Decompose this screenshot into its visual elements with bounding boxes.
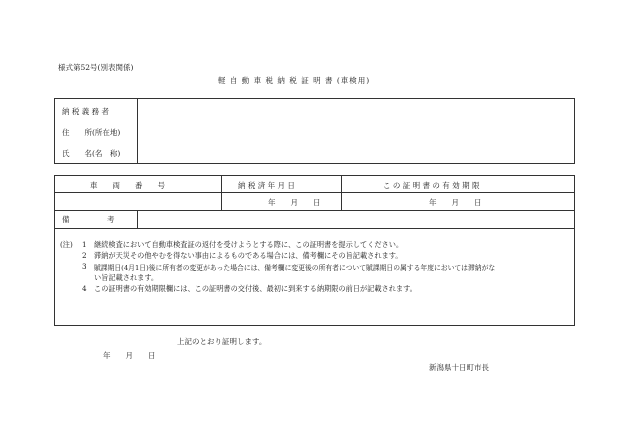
taxpayer-input-area[interactable] — [138, 99, 574, 163]
note-number: 1 — [82, 240, 87, 249]
address-label: 住 所(所在地) — [62, 128, 121, 137]
document-title: 軽 自 動 車 税 納 税 証 明 書 (車検用) — [218, 76, 371, 85]
form-number: 様式第52号(別表関係) — [58, 63, 134, 72]
remarks-field[interactable] — [138, 211, 574, 227]
note-number: 3 — [82, 262, 87, 271]
vehicle-number-header: 車 両 番 号 — [90, 181, 165, 190]
certification-statement: 上記のとおり証明します。 — [177, 337, 267, 346]
validity-date-value: 年 月 日 — [429, 198, 482, 207]
validity-header: こ の 証 明 書 の 有 効 期 限 — [383, 181, 480, 190]
remarks-label: 備 考 — [62, 215, 115, 224]
issue-date: 年 月 日 — [103, 351, 156, 360]
issuer-name: 新潟県十日町市長 — [429, 363, 489, 372]
note-number: 4 — [82, 284, 87, 293]
note-text: 賦課期日(4月1日)後に所有者の変更があった場合には、備考欄に変更後の所有者について賦課期日の属する年度においては滞納がな — [94, 264, 496, 272]
note-text: 滞納が天災その他やむを得ない事由によるものである場合には、備考欄にその旨記載されます。 — [94, 251, 403, 260]
tax-paid-date-value: 年 月 日 — [268, 198, 321, 207]
note-text: 継続検査において自動車検査証の返付を受けようとする際に、この証明書を提示してください。 — [94, 240, 404, 249]
taxpayer-label: 納 税 義 務 者 — [62, 107, 110, 116]
notes-prefix: (注) — [60, 240, 73, 249]
note-text: この証明書の有効期限欄には、この証明書の交付後、最初に到来する納期限の前日が記載されます。 — [94, 284, 417, 293]
tax-paid-date-header: 納 税 済 年 月 日 — [238, 181, 295, 190]
note-text-continued: い旨記載されます。 — [94, 273, 159, 282]
name-label: 氏 名(名 称) — [62, 149, 121, 158]
vehicle-number-field[interactable] — [55, 193, 221, 210]
note-number: 2 — [82, 251, 87, 260]
